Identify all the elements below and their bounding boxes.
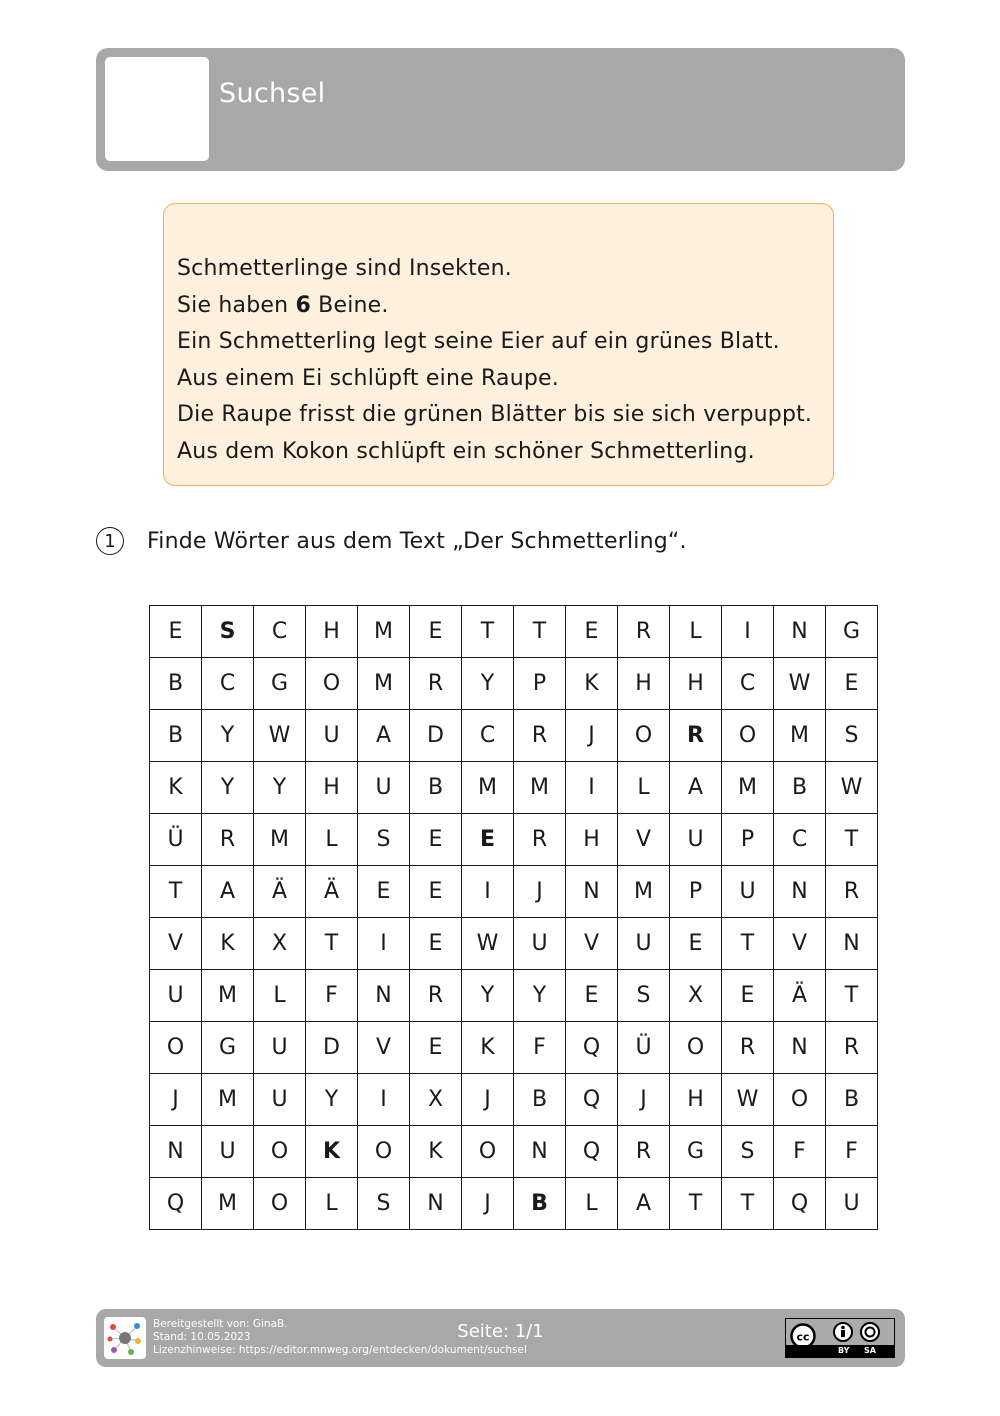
grid-cell[interactable]: Y — [514, 970, 566, 1022]
grid-cell[interactable]: O — [306, 658, 358, 710]
grid-cell[interactable]: G — [254, 658, 306, 710]
grid-cell[interactable]: T — [722, 1178, 774, 1230]
grid-cell[interactable]: K — [566, 658, 618, 710]
grid-cell[interactable]: M — [202, 1178, 254, 1230]
grid-cell[interactable]: S — [202, 606, 254, 658]
grid-cell[interactable]: O — [254, 1178, 306, 1230]
grid-cell[interactable]: L — [306, 1178, 358, 1230]
grid-cell[interactable]: B — [514, 1178, 566, 1230]
grid-cell[interactable]: O — [462, 1126, 514, 1178]
grid-cell[interactable]: Q — [566, 1074, 618, 1126]
grid-cell[interactable]: V — [618, 814, 670, 866]
grid-cell[interactable]: I — [358, 918, 410, 970]
license-by-label: BY — [838, 1346, 850, 1355]
info-line: Ein Schmetterling legt seine Eier auf ein grünes Blatt. — [177, 329, 780, 354]
grid-cell[interactable]: R — [618, 1126, 670, 1178]
grid-cell[interactable]: R — [826, 866, 878, 918]
grid-row — [150, 1126, 878, 1178]
grid-cell[interactable]: I — [462, 866, 514, 918]
grid-cell[interactable]: N — [566, 866, 618, 918]
info-text-box — [163, 203, 834, 486]
grid-row — [150, 1178, 878, 1230]
grid-cell[interactable]: U — [514, 918, 566, 970]
grid-cell[interactable]: K — [202, 918, 254, 970]
footer-date: Stand: 10.05.2023 — [153, 1331, 251, 1343]
task-instruction — [96, 524, 687, 558]
footer-license-link[interactable]: Lizenzhinweise: https://editor.mnweg.org/entdecken/dokument/suchsel — [153, 1344, 527, 1356]
grid-cell[interactable]: N — [150, 1126, 202, 1178]
cc-by-sa-icon[interactable] — [785, 1318, 895, 1358]
grid-cell[interactable]: C — [462, 710, 514, 762]
grid-row — [150, 762, 878, 814]
grid-cell[interactable]: A — [202, 866, 254, 918]
grid-cell[interactable]: T — [306, 918, 358, 970]
grid-cell[interactable]: J — [150, 1074, 202, 1126]
grid-cell[interactable]: R — [202, 814, 254, 866]
grid-cell[interactable]: O — [150, 1022, 202, 1074]
grid-cell[interactable]: A — [618, 1178, 670, 1230]
grid-cell[interactable]: Y — [462, 970, 514, 1022]
grid-row — [150, 866, 878, 918]
grid-cell[interactable]: B — [774, 762, 826, 814]
grid-cell[interactable]: B — [410, 762, 462, 814]
grid-cell[interactable]: M — [202, 970, 254, 1022]
grid-cell[interactable]: C — [722, 658, 774, 710]
footer-bar — [96, 1309, 905, 1367]
page-number: Seite: 1/1 — [457, 1321, 544, 1342]
grid-cell[interactable]: X — [254, 918, 306, 970]
grid-cell[interactable]: R — [410, 970, 462, 1022]
grid-cell[interactable]: U — [722, 866, 774, 918]
grid-cell[interactable]: Q — [150, 1178, 202, 1230]
grid-cell[interactable]: N — [410, 1178, 462, 1230]
footer-provided-by: Bereitgestellt von: GinaB. — [153, 1318, 288, 1330]
grid-row — [150, 814, 878, 866]
grid-cell[interactable]: Y — [254, 762, 306, 814]
grid-cell[interactable]: Ä — [306, 866, 358, 918]
grid-cell[interactable]: M — [202, 1074, 254, 1126]
grid-cell[interactable]: U — [618, 918, 670, 970]
grid-cell[interactable]: S — [722, 1126, 774, 1178]
grid-cell[interactable]: K — [462, 1022, 514, 1074]
grid-cell[interactable]: M — [358, 606, 410, 658]
grid-cell[interactable]: V — [358, 1022, 410, 1074]
grid-cell[interactable]: P — [722, 814, 774, 866]
grid-cell[interactable]: K — [150, 762, 202, 814]
grid-cell[interactable]: S — [826, 710, 878, 762]
grid-cell[interactable]: J — [566, 710, 618, 762]
info-line: Aus dem Kokon schlüpft ein schöner Schmetterling. — [177, 438, 755, 464]
grid-cell[interactable]: E — [566, 970, 618, 1022]
grid-cell[interactable]: N — [826, 918, 878, 970]
grid-cell[interactable]: O — [254, 1126, 306, 1178]
grid-cell[interactable]: M — [774, 710, 826, 762]
grid-cell[interactable]: L — [670, 606, 722, 658]
grid-cell[interactable]: J — [618, 1074, 670, 1126]
grid-row — [150, 658, 878, 710]
grid-row — [150, 606, 878, 658]
grid-cell[interactable]: K — [410, 1126, 462, 1178]
grid-cell[interactable]: W — [826, 762, 878, 814]
grid-cell[interactable]: F — [774, 1126, 826, 1178]
grid-cell[interactable]: M — [254, 814, 306, 866]
grid-cell[interactable]: T — [150, 866, 202, 918]
grid-cell[interactable]: K — [306, 1126, 358, 1178]
grid-cell[interactable]: F — [826, 1126, 878, 1178]
grid-cell[interactable]: J — [462, 1074, 514, 1126]
grid-cell[interactable]: H — [670, 658, 722, 710]
grid-cell[interactable]: E — [358, 866, 410, 918]
grid-cell[interactable]: U — [150, 970, 202, 1022]
grid-cell[interactable]: L — [306, 814, 358, 866]
grid-cell[interactable]: C — [202, 658, 254, 710]
grid-cell[interactable]: A — [670, 762, 722, 814]
page-title: Suchsel — [219, 78, 326, 109]
task-text: Finde Wörter aus dem Text „Der Schmetterling“. — [147, 528, 687, 554]
grid-cell[interactable]: Ü — [618, 1022, 670, 1074]
grid-cell[interactable]: Y — [306, 1074, 358, 1126]
grid-cell[interactable]: O — [358, 1126, 410, 1178]
header-logo-placeholder — [105, 57, 209, 161]
grid-cell[interactable]: B — [826, 1074, 878, 1126]
info-line: Die Raupe frisst die grünen Blätter bis sie sich verpuppt. — [177, 402, 813, 427]
grid-cell[interactable]: T — [670, 1178, 722, 1230]
grid-cell[interactable]: U — [826, 1178, 878, 1230]
grid-cell[interactable]: N — [774, 1022, 826, 1074]
grid-cell[interactable]: Ä — [774, 970, 826, 1022]
grid-cell[interactable]: U — [670, 814, 722, 866]
grid-cell[interactable]: E — [462, 814, 514, 866]
grid-cell[interactable]: O — [774, 1074, 826, 1126]
grid-cell[interactable]: L — [254, 970, 306, 1022]
grid-cell[interactable]: R — [410, 658, 462, 710]
grid-cell[interactable]: V — [566, 918, 618, 970]
grid-cell[interactable]: G — [202, 1022, 254, 1074]
grid-cell[interactable]: M — [722, 762, 774, 814]
info-line: Schmetterlinge sind Insekten. — [177, 256, 513, 281]
grid-cell[interactable]: P — [670, 866, 722, 918]
info-text-lines — [177, 251, 812, 470]
grid-cell[interactable]: F — [306, 970, 358, 1022]
grid-cell[interactable]: T — [462, 606, 514, 658]
grid-cell[interactable]: R — [722, 1022, 774, 1074]
grid-cell[interactable]: M — [618, 866, 670, 918]
grid-cell[interactable]: I — [566, 762, 618, 814]
grid-cell[interactable]: U — [254, 1022, 306, 1074]
svg-text:cc: cc — [796, 1330, 810, 1344]
grid-row — [150, 918, 878, 970]
grid-cell[interactable]: U — [358, 762, 410, 814]
grid-cell[interactable]: R — [670, 710, 722, 762]
grid-cell[interactable]: N — [358, 970, 410, 1022]
grid-cell[interactable]: S — [618, 970, 670, 1022]
grid-cell[interactable]: Q — [566, 1126, 618, 1178]
grid-cell[interactable]: J — [514, 866, 566, 918]
header-bar — [96, 48, 905, 171]
grid-row — [150, 970, 878, 1022]
grid-cell[interactable]: N — [774, 866, 826, 918]
grid-cell[interactable]: T — [514, 606, 566, 658]
grid-cell[interactable]: W — [254, 710, 306, 762]
grid-cell[interactable]: L — [618, 762, 670, 814]
grid-cell[interactable]: D — [306, 1022, 358, 1074]
grid-cell[interactable]: V — [774, 918, 826, 970]
grid-cell[interactable]: I — [722, 606, 774, 658]
grid-cell[interactable]: M — [514, 762, 566, 814]
grid-cell[interactable]: T — [826, 970, 878, 1022]
task-number-badge: 1 — [96, 527, 124, 555]
grid-cell[interactable]: Q — [566, 1022, 618, 1074]
grid-cell[interactable]: H — [306, 606, 358, 658]
grid-row — [150, 1074, 878, 1126]
grid-cell[interactable]: X — [670, 970, 722, 1022]
grid-cell[interactable]: M — [462, 762, 514, 814]
grid-cell[interactable]: E — [826, 658, 878, 710]
grid-cell[interactable]: U — [306, 710, 358, 762]
grid-cell[interactable]: Y — [202, 762, 254, 814]
grid-cell[interactable]: R — [514, 814, 566, 866]
grid-cell[interactable]: E — [410, 918, 462, 970]
grid-cell[interactable]: D — [410, 710, 462, 762]
grid-cell[interactable]: R — [514, 710, 566, 762]
grid-row — [150, 1022, 878, 1074]
grid-cell[interactable]: W — [462, 918, 514, 970]
leg-count: 6 — [295, 292, 311, 318]
grid-cell[interactable]: R — [618, 606, 670, 658]
grid-cell[interactable]: B — [150, 658, 202, 710]
grid-cell[interactable]: W — [722, 1074, 774, 1126]
grid-cell[interactable]: R — [826, 1022, 878, 1074]
grid-cell[interactable]: N — [514, 1126, 566, 1178]
grid-cell[interactable]: Q — [774, 1178, 826, 1230]
grid-cell[interactable]: E — [410, 866, 462, 918]
grid-cell[interactable]: U — [202, 1126, 254, 1178]
grid-cell[interactable]: E — [410, 1022, 462, 1074]
grid-cell[interactable]: Y — [462, 658, 514, 710]
grid-cell[interactable]: L — [566, 1178, 618, 1230]
grid-cell[interactable]: H — [618, 658, 670, 710]
info-line: Sie haben 6 Beine. — [177, 292, 389, 318]
grid-cell[interactable]: C — [774, 814, 826, 866]
grid-cell[interactable]: F — [514, 1022, 566, 1074]
info-line: Aus einem Ei schlüpft eine Raupe. — [177, 365, 559, 391]
grid-cell[interactable]: Y — [202, 710, 254, 762]
grid-cell[interactable]: Ü — [150, 814, 202, 866]
grid-cell[interactable]: E — [566, 606, 618, 658]
grid-cell[interactable]: S — [358, 1178, 410, 1230]
grid-cell[interactable]: V — [150, 918, 202, 970]
grid-cell[interactable]: H — [566, 814, 618, 866]
grid-cell[interactable]: P — [514, 658, 566, 710]
grid-cell[interactable]: H — [306, 762, 358, 814]
grid-cell[interactable]: M — [358, 658, 410, 710]
grid-cell[interactable]: E — [410, 814, 462, 866]
grid-cell[interactable]: G — [826, 606, 878, 658]
grid-cell[interactable]: N — [774, 606, 826, 658]
grid-cell[interactable]: J — [462, 1178, 514, 1230]
grid-cell[interactable]: G — [670, 1126, 722, 1178]
grid-cell[interactable]: O — [618, 710, 670, 762]
word-search-grid — [149, 605, 878, 1230]
grid-cell[interactable]: B — [150, 710, 202, 762]
grid-cell[interactable]: Ä — [254, 866, 306, 918]
grid-cell[interactable]: C — [254, 606, 306, 658]
grid-cell[interactable]: E — [722, 970, 774, 1022]
grid-cell[interactable]: X — [410, 1074, 462, 1126]
grid-cell[interactable]: W — [774, 658, 826, 710]
license-sa-label: SA — [864, 1346, 876, 1355]
grid-cell[interactable]: E — [410, 606, 462, 658]
grid-cell[interactable]: E — [670, 918, 722, 970]
grid-cell[interactable]: B — [514, 1074, 566, 1126]
grid-cell[interactable]: T — [826, 814, 878, 866]
grid-cell[interactable]: O — [722, 710, 774, 762]
grid-row — [150, 710, 878, 762]
grid-cell[interactable]: S — [358, 814, 410, 866]
grid-cell[interactable]: T — [722, 918, 774, 970]
grid-cell[interactable]: U — [254, 1074, 306, 1126]
grid-cell[interactable]: I — [358, 1074, 410, 1126]
grid-cell[interactable]: H — [670, 1074, 722, 1126]
grid-cell[interactable]: O — [670, 1022, 722, 1074]
grid-cell[interactable]: A — [358, 710, 410, 762]
grid-cell[interactable]: E — [150, 606, 202, 658]
